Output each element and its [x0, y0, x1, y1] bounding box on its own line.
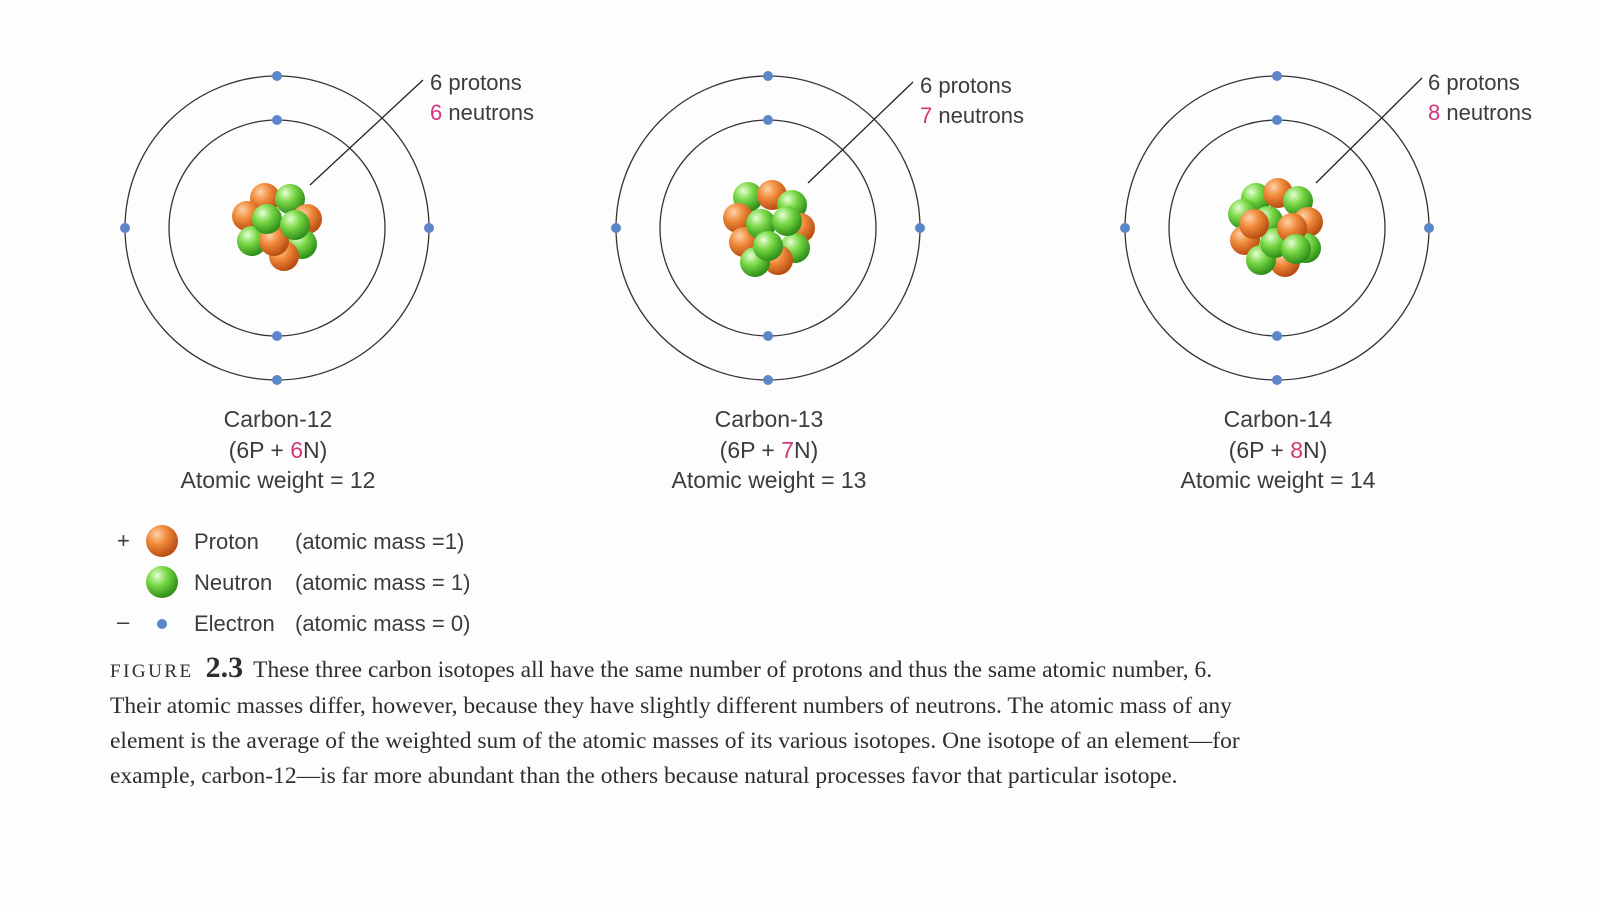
legend-particle: Electron — [194, 611, 275, 636]
nucleus — [723, 180, 815, 277]
atomic-weight: Atomic weight = 14 — [1180, 467, 1376, 493]
electron — [763, 71, 773, 81]
electron — [272, 71, 282, 81]
legend-mass: (atomic mass = 1) — [295, 570, 471, 595]
pointer-line — [1316, 78, 1422, 183]
electron — [763, 375, 773, 385]
legend-mass: (atomic mass = 0) — [295, 611, 471, 636]
atomic-weight: Atomic weight = 12 — [180, 467, 376, 493]
electron — [1272, 71, 1282, 81]
atomic-weight: Atomic weight = 13 — [671, 467, 867, 493]
electron — [1120, 223, 1130, 233]
protons-label: 6 protons — [1428, 70, 1520, 95]
electron — [611, 223, 621, 233]
legend-mass: (atomic mass =1) — [295, 529, 465, 554]
electron — [272, 375, 282, 385]
figure-number: 2.3 — [205, 651, 244, 684]
electron — [272, 331, 282, 341]
isotope-formula: (6P + 8N) — [1228, 437, 1328, 463]
neutron — [753, 231, 783, 261]
caption-text: These three carbon isotopes all have the same number of protons and thus the same atomic number, 6. Their atomic masses differ, however, because they have slightly different numbers of neutrons. The atomic mass of any element is the average of the weighted sum of the atomic masses of its various isotopes. One isotope of an element—for example, carbon-12—is far more abundant than the others because natural processes favor that particular isotope. — [110, 657, 1240, 789]
atom-carbon-12 — [120, 70, 534, 493]
legend-proton — [117, 525, 464, 557]
figure-word: FIGURE — [110, 661, 194, 682]
electron — [1272, 331, 1282, 341]
proton-icon — [146, 525, 178, 557]
electron — [915, 223, 925, 233]
isotope-name: Carbon-14 — [1223, 406, 1333, 432]
electron — [1424, 223, 1434, 233]
electron — [1272, 375, 1282, 385]
atom-carbon-14 — [1120, 70, 1532, 493]
electron — [763, 115, 773, 125]
electron — [120, 223, 130, 233]
legend — [117, 525, 470, 636]
neutrons-label: 6 neutrons — [430, 100, 534, 125]
neutron — [1281, 234, 1311, 264]
nucleus — [232, 183, 322, 271]
pointer-line — [808, 82, 913, 183]
protons-label: 6 protons — [920, 73, 1012, 98]
isotope-name: Carbon-13 — [714, 406, 824, 432]
legend-particle: Proton — [194, 529, 259, 554]
electron — [763, 331, 773, 341]
legend-sign: – — [117, 609, 130, 634]
legend-sign: + — [117, 528, 130, 553]
figure-caption — [110, 650, 1240, 794]
electron — [1272, 115, 1282, 125]
legend-neutron — [146, 566, 470, 598]
protons-label: 6 protons — [430, 70, 522, 95]
electron — [272, 115, 282, 125]
proton — [1239, 209, 1269, 239]
electron-icon — [157, 619, 167, 629]
neutrons-label: 8 neutrons — [1428, 100, 1532, 125]
isotope-formula: (6P + 7N) — [719, 437, 819, 463]
neutron — [772, 206, 802, 236]
electron — [424, 223, 434, 233]
legend-particle: Neutron — [194, 570, 273, 595]
atom-carbon-13 — [611, 71, 1024, 493]
neutrons-label: 7 neutrons — [920, 103, 1024, 128]
neutron-icon — [146, 566, 178, 598]
legend-electron — [117, 609, 470, 636]
isotope-name: Carbon-12 — [223, 406, 333, 432]
neutron — [280, 210, 310, 240]
neutron — [252, 204, 282, 234]
nucleus — [1228, 178, 1323, 277]
isotope-formula: (6P + 6N) — [228, 437, 328, 463]
